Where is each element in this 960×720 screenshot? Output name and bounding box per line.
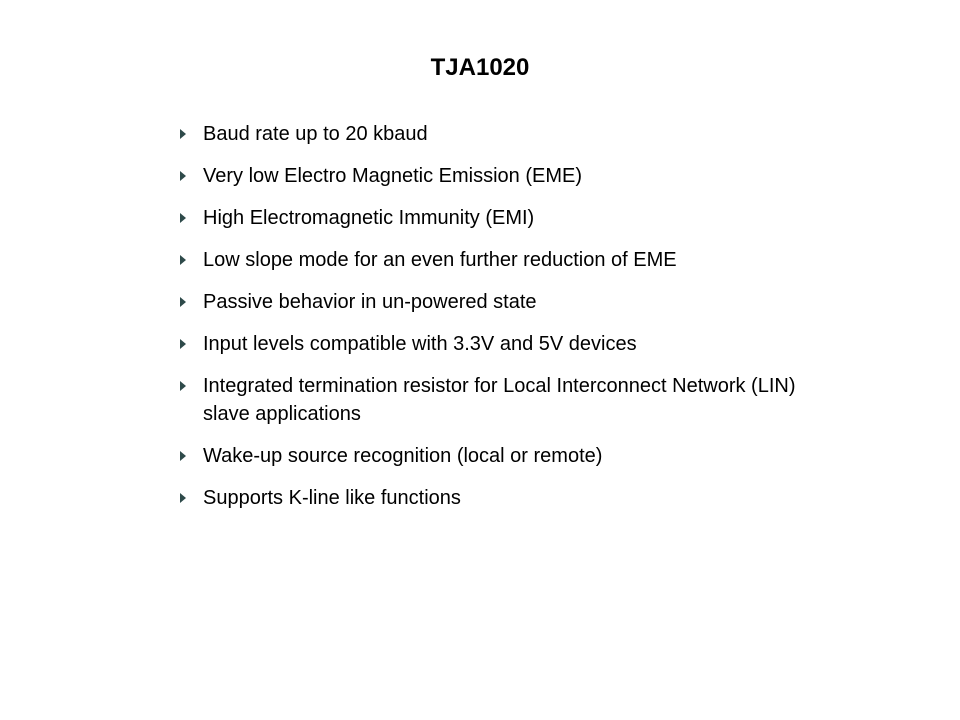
triangle-right-icon [180, 255, 186, 265]
bullet-item [176, 162, 836, 190]
bullet-text: Input levels compatible with 3.3V and 5V devices [203, 333, 637, 355]
bullet-text: Wake-up source recognition (local or remote) [203, 445, 603, 467]
triangle-right-icon [180, 339, 186, 349]
bullet-text: Supports K-line like functions [203, 487, 461, 509]
triangle-right-icon [180, 171, 186, 181]
triangle-right-icon [180, 129, 186, 139]
triangle-right-icon [180, 381, 186, 391]
slide-title: TJA1020 [430, 54, 530, 81]
triangle-right-icon [180, 451, 186, 461]
bullet-text: High Electromagnetic Immunity (EMI) [203, 207, 535, 229]
bullet-item [176, 204, 836, 232]
bullet-text: Baud rate up to 20 kbaud [203, 123, 428, 145]
triangle-right-icon [180, 297, 186, 307]
triangle-right-icon [180, 213, 186, 223]
bullet-text: Integrated termination resistor for Local Interconnect Network (LIN) slave applications [203, 375, 796, 425]
triangle-right-icon [180, 493, 186, 503]
bullet-item [176, 484, 836, 512]
bullet-item [176, 246, 836, 274]
bullet-text: Low slope mode for an even further reduction of EME [203, 249, 677, 271]
bullet-text: Passive behavior in un-powered state [203, 291, 537, 313]
bullet-item [176, 442, 836, 470]
bullet-list [176, 120, 836, 526]
bullet-item [176, 288, 836, 316]
bullet-item [176, 330, 836, 358]
bullet-item [176, 120, 836, 148]
bullet-text: Very low Electro Magnetic Emission (EME) [203, 165, 583, 187]
bullet-item [176, 372, 836, 428]
